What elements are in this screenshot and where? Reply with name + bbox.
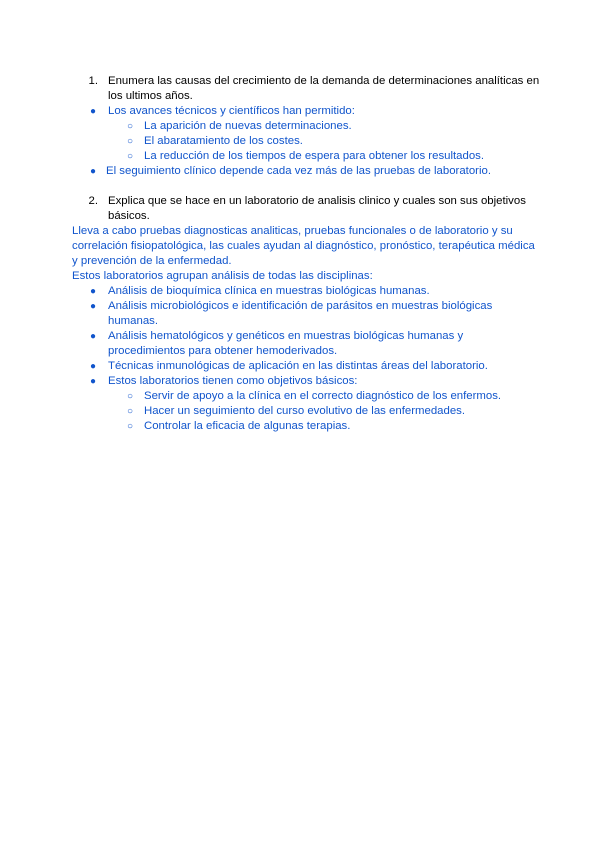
answer-2-bullet-5: Estos laboratorios tienen como objetivos básicos: [108, 375, 358, 387]
answer-2-paragraph-line-1: Lleva a cabo pruebas diagnosticas analiticas, pruebas funcionales o de laboratorio y su [72, 225, 513, 237]
bullet-icon: ● [90, 361, 97, 372]
answer-2-bullet-3-line-2: procedimientos para obtener hemoderivados. [108, 345, 338, 357]
answer-2-bullet-1: Análisis de bioquímica clínica en muestras biológicas humanas. [108, 285, 430, 297]
answer-2-sub-3: Controlar la eficacia de algunas terapias. [144, 420, 351, 432]
answer-2-bullet-2-line-1: Análisis microbiológicos e identificación de parásitos en muestras biológicas [108, 300, 493, 312]
bullet-icon: ● [90, 166, 97, 177]
answer-2-bullet-2-line-2: humanas. [108, 315, 159, 327]
answer-2-paragraph-2: Estos laboratorios agrupan análisis de todas las disciplinas: [72, 270, 373, 282]
answer-2-paragraph-line-3: y prevención de la enfermedad. [72, 255, 232, 267]
answer-1-sub-2: El abaratamiento de los costes. [144, 135, 303, 147]
circle-bullet-icon: ○ [127, 421, 134, 432]
circle-bullet-icon: ○ [127, 121, 134, 132]
circle-bullet-icon: ○ [127, 136, 134, 147]
bullet-icon: ● [90, 376, 97, 387]
answer-1-sub-1: La aparición de nuevas determinaciones. [144, 120, 352, 132]
answer-2-sub-1: Servir de apoyo a la clínica en el correcto diagnóstico de los enfermos. [144, 390, 502, 402]
circle-bullet-icon: ○ [127, 391, 134, 402]
circle-bullet-icon: ○ [127, 151, 134, 162]
answer-2-bullet-3-line-1: Análisis hematológicos y genéticos en muestras biológicas humanas y [108, 330, 464, 342]
question-2-text-line-2: básicos. [108, 210, 150, 222]
question-2-text-line-1: Explica que se hace en un laboratorio de analisis clinico y cuales son sus objetivos [108, 195, 526, 207]
answer-2-sub-2: Hacer un seguimiento del curso evolutivo de las enfermedades. [144, 405, 466, 417]
answer-1-bullet-1: Los avances técnicos y científicos han permitido: [108, 105, 355, 117]
question-1-number: 1. [88, 75, 98, 87]
question-1-text-line-2: los ultimos años. [108, 90, 193, 102]
circle-bullet-icon: ○ [127, 406, 134, 417]
bullet-icon: ● [90, 301, 97, 312]
question-2-number: 2. [88, 195, 98, 207]
answer-2-bullet-4: Técnicas inmunológicas de aplicación en las distintas áreas del laboratorio. [108, 360, 488, 372]
bullet-icon: ● [90, 331, 97, 342]
bullet-icon: ● [90, 106, 97, 117]
answer-2-paragraph-line-2: correlación fisiopatológica, las cuales ayudan al diagnóstico, pronóstico, terapéutica médica [72, 240, 535, 252]
question-1-text-line-1: Enumera las causas del crecimiento de la demanda de determinaciones analíticas en [108, 75, 540, 87]
answer-1-bullet-2: El seguimiento clínico depende cada vez más de las pruebas de laboratorio. [106, 165, 491, 177]
bullet-icon: ● [90, 286, 97, 297]
answer-1-sub-3: La reducción de los tiempos de espera para obtener los resultados. [144, 150, 485, 162]
